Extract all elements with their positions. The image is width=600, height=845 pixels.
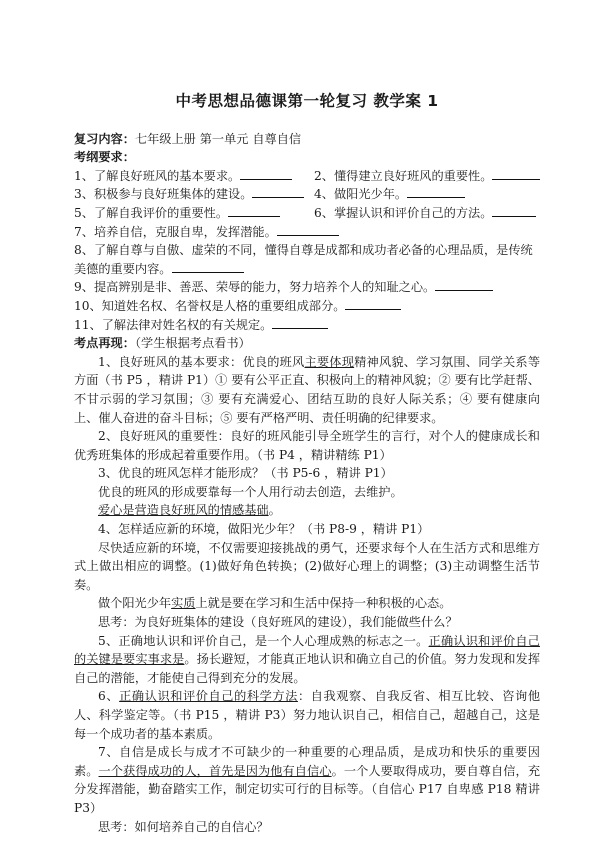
requirement-item: 7、培养自信，克服自卑，发挥潜能。	[74, 224, 277, 239]
point-5	[74, 632, 540, 688]
requirement-line-11	[74, 316, 540, 335]
answer-blank[interactable]	[345, 297, 401, 310]
requirement-row-2	[74, 185, 540, 204]
point-text: 上就是要在学习和生活中保持一种积极的心态。	[195, 596, 452, 611]
answer-blank[interactable]	[492, 204, 536, 217]
point-2: 2、良好班风的重要性：良好的班风能引导全班学生的言行，对个人的健康成长和优秀班集体的形成起着重要作用。（书 P4 ，精讲精练 P1）	[74, 429, 540, 462]
requirement-item: 美德的重要内容。	[74, 261, 172, 276]
document-page	[74, 78, 540, 836]
answer-blank[interactable]	[228, 204, 280, 217]
review-content-line	[74, 130, 540, 149]
requirement-row-1	[74, 167, 540, 186]
underlined-key-phrase: 爱心是营造良好班风的情感基础	[98, 503, 269, 518]
point-3-question: 3、优良的班风怎样才能形成？（书 P5-6 ，精讲 P1）	[98, 466, 393, 481]
requirement-line-8b	[74, 260, 540, 279]
underlined-key-phrase: 主要体现	[304, 354, 355, 369]
point-text: 。扬长避短，才能真正地认识和确立自己的价值。努力发现和发挥自己的潜能，才能使自己得到充分的发展。	[74, 652, 541, 685]
points-heading: 考点再现：	[74, 336, 135, 351]
answer-blank[interactable]	[407, 185, 465, 198]
underlined-key-phrase: 正确认识和评价自己的科学方法	[119, 689, 298, 704]
point-4-question: 4、怎样适应新的环境，做阳光少年？（书 P8-9 ，精讲 P1）	[98, 522, 430, 537]
requirement-line-7	[74, 223, 540, 242]
document-title: 中考思想品德课第一轮复习 教学案 1	[175, 92, 439, 110]
point-text: 1、良好班风的基本要求：优良的班风	[98, 354, 305, 369]
requirement-item: 2、懂得建立良好班风的重要性。	[314, 168, 493, 183]
point-text: 。	[268, 503, 281, 518]
answer-blank[interactable]	[435, 278, 493, 291]
answer-blank[interactable]	[240, 167, 292, 180]
requirement-item: 3、积极参与良好班集体的建设。	[74, 187, 253, 202]
requirement-item: 4、做阳光少年。	[314, 187, 408, 202]
requirement-item: 6、掌握认识和评价自己的方法。	[314, 205, 493, 220]
point-7	[74, 743, 540, 817]
point-4-answer: 尽快适应新的环境，不仅需要迎接挑战的勇气，还要求每个人在生活方式和思维方式上做出相应的调整。(1)做好角色转换；(2)做好心理上的调整；(3)主动调整生活节奏。	[74, 540, 540, 592]
requirement-row-3	[74, 204, 540, 223]
requirement-item: 11、了解法律对姓名权的有关规定。	[74, 317, 273, 332]
underlined-key-phrase: 实质	[171, 596, 196, 611]
point-1	[74, 353, 540, 427]
requirement-item: 1、了解良好班风的基本要求。	[74, 168, 241, 183]
requirement-item: 9、提高辨别是非、善恶、荣辱的能力，努力培养个人的知耻之心。	[74, 280, 436, 295]
point-text: 7、自信是成长与成才不可缺少的一种重要的心理品质，是成功和快乐的重要因素。	[74, 745, 540, 778]
point-text: ：自我观察、自我反省、相互比较、咨询他人、科学鉴定等。（书 P15 ，精讲 P3）努力地认识自己，相信自己，超越自己，这是每一个成功者的基本素质。	[74, 689, 541, 741]
review-content-label: 复习内容：	[74, 131, 135, 146]
point-3-key	[74, 501, 540, 520]
answer-blank[interactable]	[172, 260, 244, 273]
think-question-2: 思考：如何培养自己的自信心？	[98, 819, 269, 834]
underlined-key-phrase: 正确认识和评价自己的关键是要实事求是	[74, 633, 540, 667]
answer-blank[interactable]	[277, 223, 339, 236]
requirement-item: 5、了解自我评价的重要性。	[74, 205, 229, 220]
underlined-key-phrase: 一个获得成功的人，首先是因为他有自信心	[98, 763, 332, 778]
answer-blank[interactable]	[272, 316, 328, 329]
point-3-answer: 优良的班风的形成要靠每一个人用行动去创造，去维护。	[98, 484, 403, 499]
requirement-item: 10、知道姓名权、名誉权是人格的重要组成部分。	[74, 298, 346, 313]
points-note: （学生根据考点看书）	[134, 336, 251, 351]
point-text: 精神风貌、学习氛围、同学关系等方面（书 P5 ，精讲 P1）① 要有公平正直、积极向上的精神风貌；② 要有比学赶帮、不甘示弱的学习氛围；③ 要有充满爱心、团结互助的良好人际关系；④ 要有健康向上、催人奋进的奋斗目标；⑤ 要有严格严明、责任明确的纪律要求。	[74, 354, 541, 425]
point-text: 5、正确地认识和评价自己，是一个人心理成熟的标志之一。	[98, 633, 429, 648]
requirement-line-10	[74, 297, 540, 316]
point-text: 做个阳光少年	[98, 596, 172, 611]
think-question-1: 思考：为良好班集体的建设（良好班风的建设），我们能做些什么？	[98, 615, 458, 630]
point-6	[74, 687, 540, 743]
point-text: 。一个人要取得成功，要自尊自信，充分发挥潜能，勤奋踏实工作，制定切实可行的目标等。（自信心 P17 自卑感 P18 精讲 P3）	[74, 763, 541, 815]
point-text: 6、	[98, 689, 120, 704]
requirement-line-8a: 8、了解自尊与自傲、虚荣的不同，懂得自尊是成都和成功者必备的心理品质，是传统	[74, 243, 533, 258]
answer-blank[interactable]	[252, 185, 304, 198]
point-4-essence	[74, 594, 540, 613]
outline-heading: 考纲要求：	[74, 150, 135, 165]
points-heading-line	[74, 334, 540, 353]
review-content-text: 七年级上册 第一单元 自尊自信	[134, 131, 302, 146]
requirement-line-9	[74, 278, 540, 297]
answer-blank[interactable]	[492, 167, 540, 180]
